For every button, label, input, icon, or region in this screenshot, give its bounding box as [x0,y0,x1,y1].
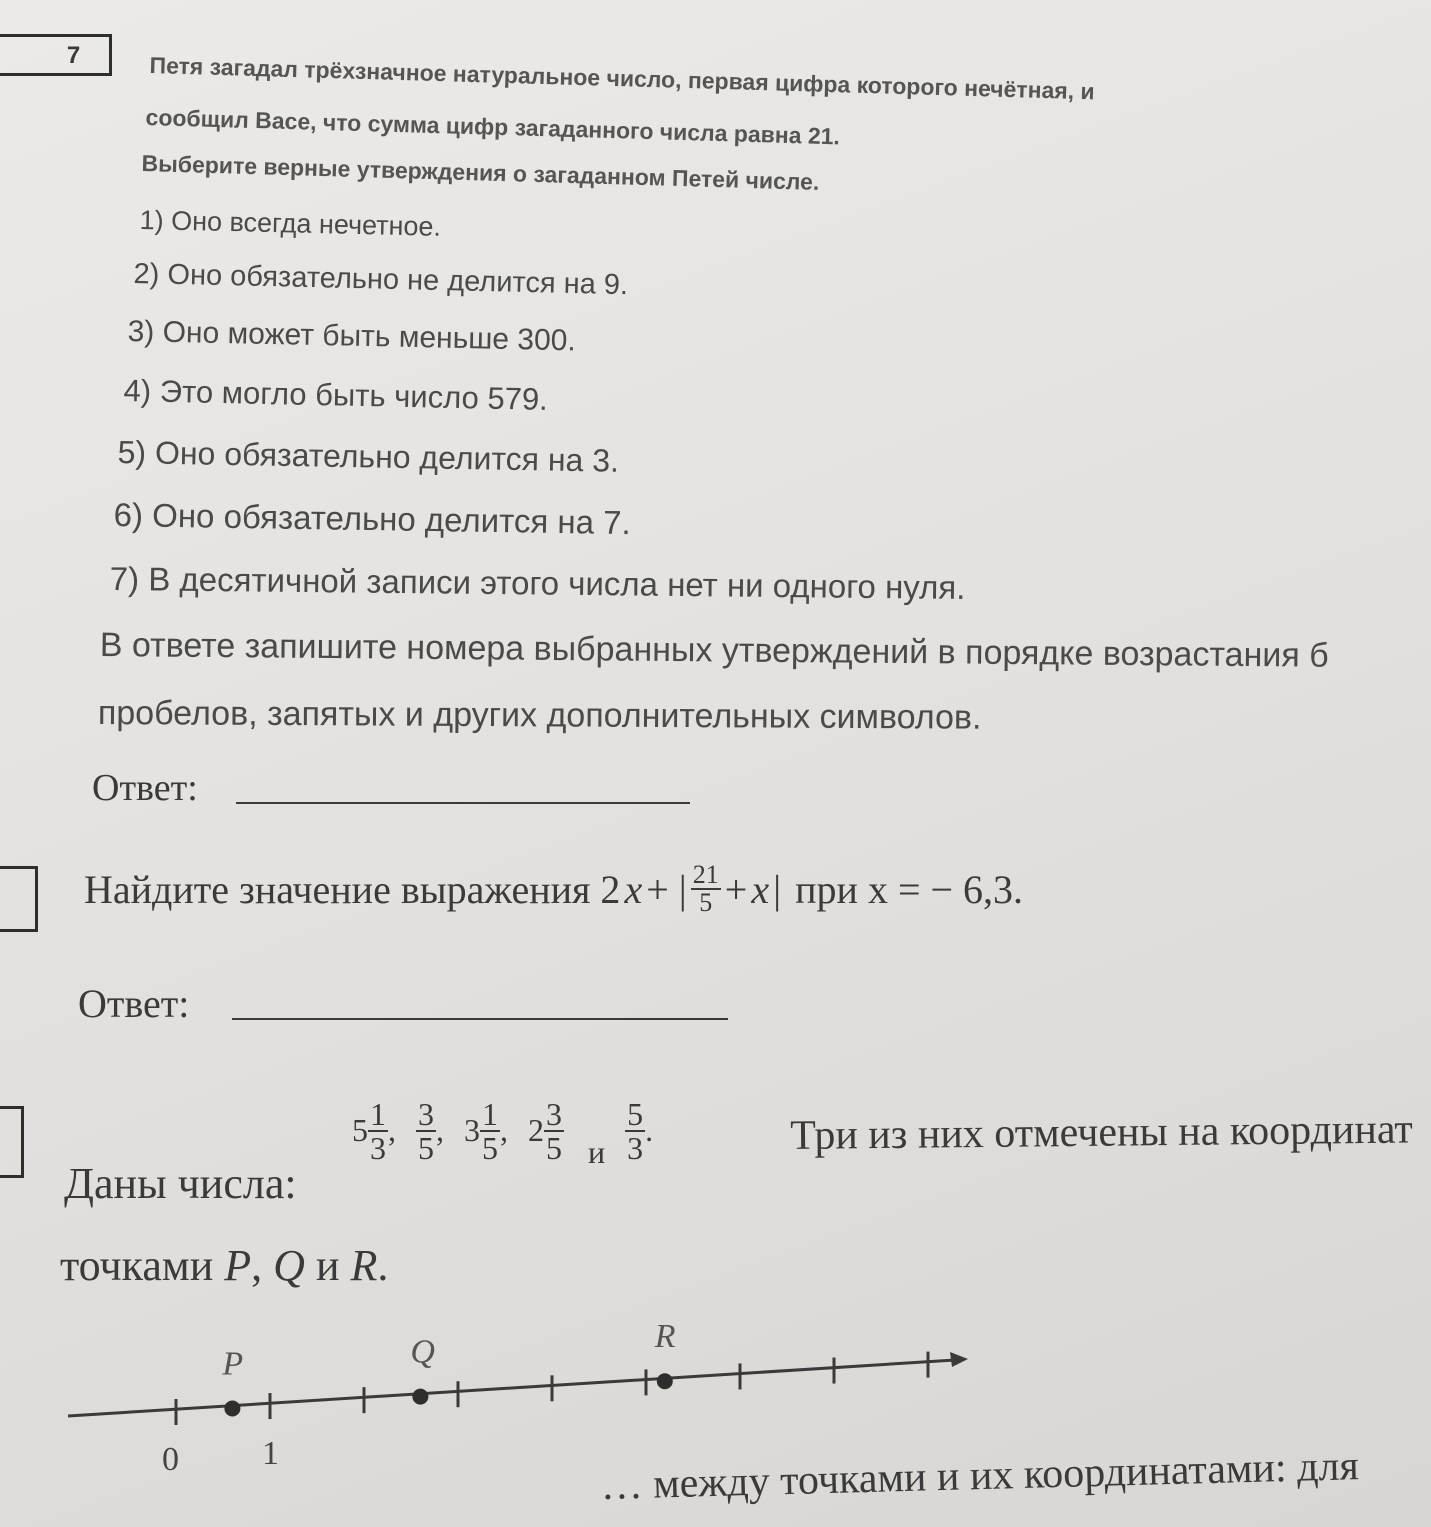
task8-question [84,862,1023,916]
task7-instruction-line1: В ответе запишите номера выбранных утверждений в порядке возрастания б [99,626,1329,675]
statement-4: 4) Это могло быть число 579. [123,373,549,417]
task8-abs-open: + | [646,866,687,912]
axis-arrow-icon [950,1352,968,1367]
number-item-5 [625,1095,654,1166]
statement-3: 3) Оно может быть меньше 300. [127,315,577,358]
task9-tail-text: Три из них отмечены на координат [790,1106,1414,1159]
point-q-label: Q [273,1241,305,1290]
task9-label: Даны числа: [64,1159,297,1208]
task7-answer-label: Ответ: [92,767,198,809]
task7-instruction-line2: пробелов, запятых и других дополнительных символов. [97,694,982,737]
comma: , [251,1241,263,1290]
number-whole: 5 [352,1112,368,1148]
number-item-2 [416,1095,444,1166]
statement-7: 7) В десятичной записи этого числа нет ни одного нуля. [109,560,966,606]
fraction-denominator: 3 [370,1129,386,1166]
fraction-numerator: 21 [692,860,719,889]
task7-intro-line1: Петя загадал трёхзначное натуральное число, первая цифра которого нечётная, и [149,52,1096,105]
task9-number-box [0,1106,24,1178]
number-whole: 3 [464,1112,480,1148]
number-fraction [368,1095,388,1166]
statement-5: 5) Оно обязательно делится на 3. [117,434,620,479]
task9-line2-prefix: точками [60,1241,214,1290]
task8-fraction [691,862,721,916]
task-number: 7 [66,42,81,69]
task8-plus: + [724,866,748,912]
statement-6: 6) Оно обязательно делится на 7. [113,496,631,542]
point-r-dot [657,1373,673,1389]
axis-line [68,1360,955,1416]
task8-answer-label: Ответ: [78,981,190,1026]
fraction-denominator: 5 [418,1129,434,1166]
point-r-axis-label: R [654,1318,676,1356]
and-word: и [588,1134,606,1170]
number-whole: 2 [528,1112,544,1148]
task7-intro-line3: Выберите верные утверждения о загаданном Петей числе. [141,150,820,195]
period: . [377,1241,389,1290]
fraction-denominator: 5 [482,1129,498,1166]
point-p-label: P [224,1241,252,1290]
task8-abs-close: | [773,866,782,912]
task9-numbers [352,1090,653,1171]
number-item-4 [528,1095,564,1166]
point-q-dot [412,1389,428,1405]
number-fraction [480,1095,500,1166]
fraction-numerator: 3 [418,1095,434,1132]
fraction-numerator: 1 [482,1095,498,1132]
task8-condition: при x = − 6,3. [795,866,1024,912]
number-separator: . [645,1112,654,1148]
task8-text: Найдите значение выражения 2 [84,866,621,912]
point-r-label: R [350,1241,378,1290]
task-number-box [0,34,112,76]
point-p-axis-label: P [222,1345,244,1383]
fraction-numerator: 3 [546,1095,562,1132]
task7-intro-line2: сообщил Васе, что сумма цифр загаданного числа равна 21. [145,104,841,150]
task8-answer-field[interactable] [232,1018,728,1020]
axis-label-1: 1 [262,1435,279,1472]
statement-2: 2) Оно обязательно не делится на 9. [133,258,629,302]
fraction-numerator: 5 [627,1095,644,1132]
number-fraction [625,1095,645,1166]
task8-number-box [0,866,38,932]
fraction-denominator: 5 [699,888,713,917]
number-fraction [416,1095,436,1166]
and-word-2: и [315,1241,340,1290]
number-separator: , [500,1112,508,1148]
fraction-denominator: 5 [546,1129,562,1166]
fraction-numerator: 1 [370,1095,386,1132]
number-separator: , [388,1112,396,1148]
statement-1: 1) Оно всегда нечетное. [139,205,442,242]
task9-bottom-text: … между точками и их координатами: для [600,1443,1360,1509]
number-line [0,1300,1000,1480]
task9-line2 [60,1240,388,1291]
point-q-axis-label: Q [410,1333,435,1371]
fraction-denominator: 3 [627,1129,644,1166]
point-p-dot [224,1400,240,1416]
number-fraction [544,1095,564,1166]
number-item-3 [464,1095,508,1166]
number-separator: , [436,1112,444,1148]
task8-var-x-2: x [751,866,770,912]
axis-label-0: 0 [162,1441,179,1478]
task8-var-x: x [624,866,643,912]
task7-answer-field[interactable] [236,802,690,804]
number-item-1 [352,1095,396,1166]
